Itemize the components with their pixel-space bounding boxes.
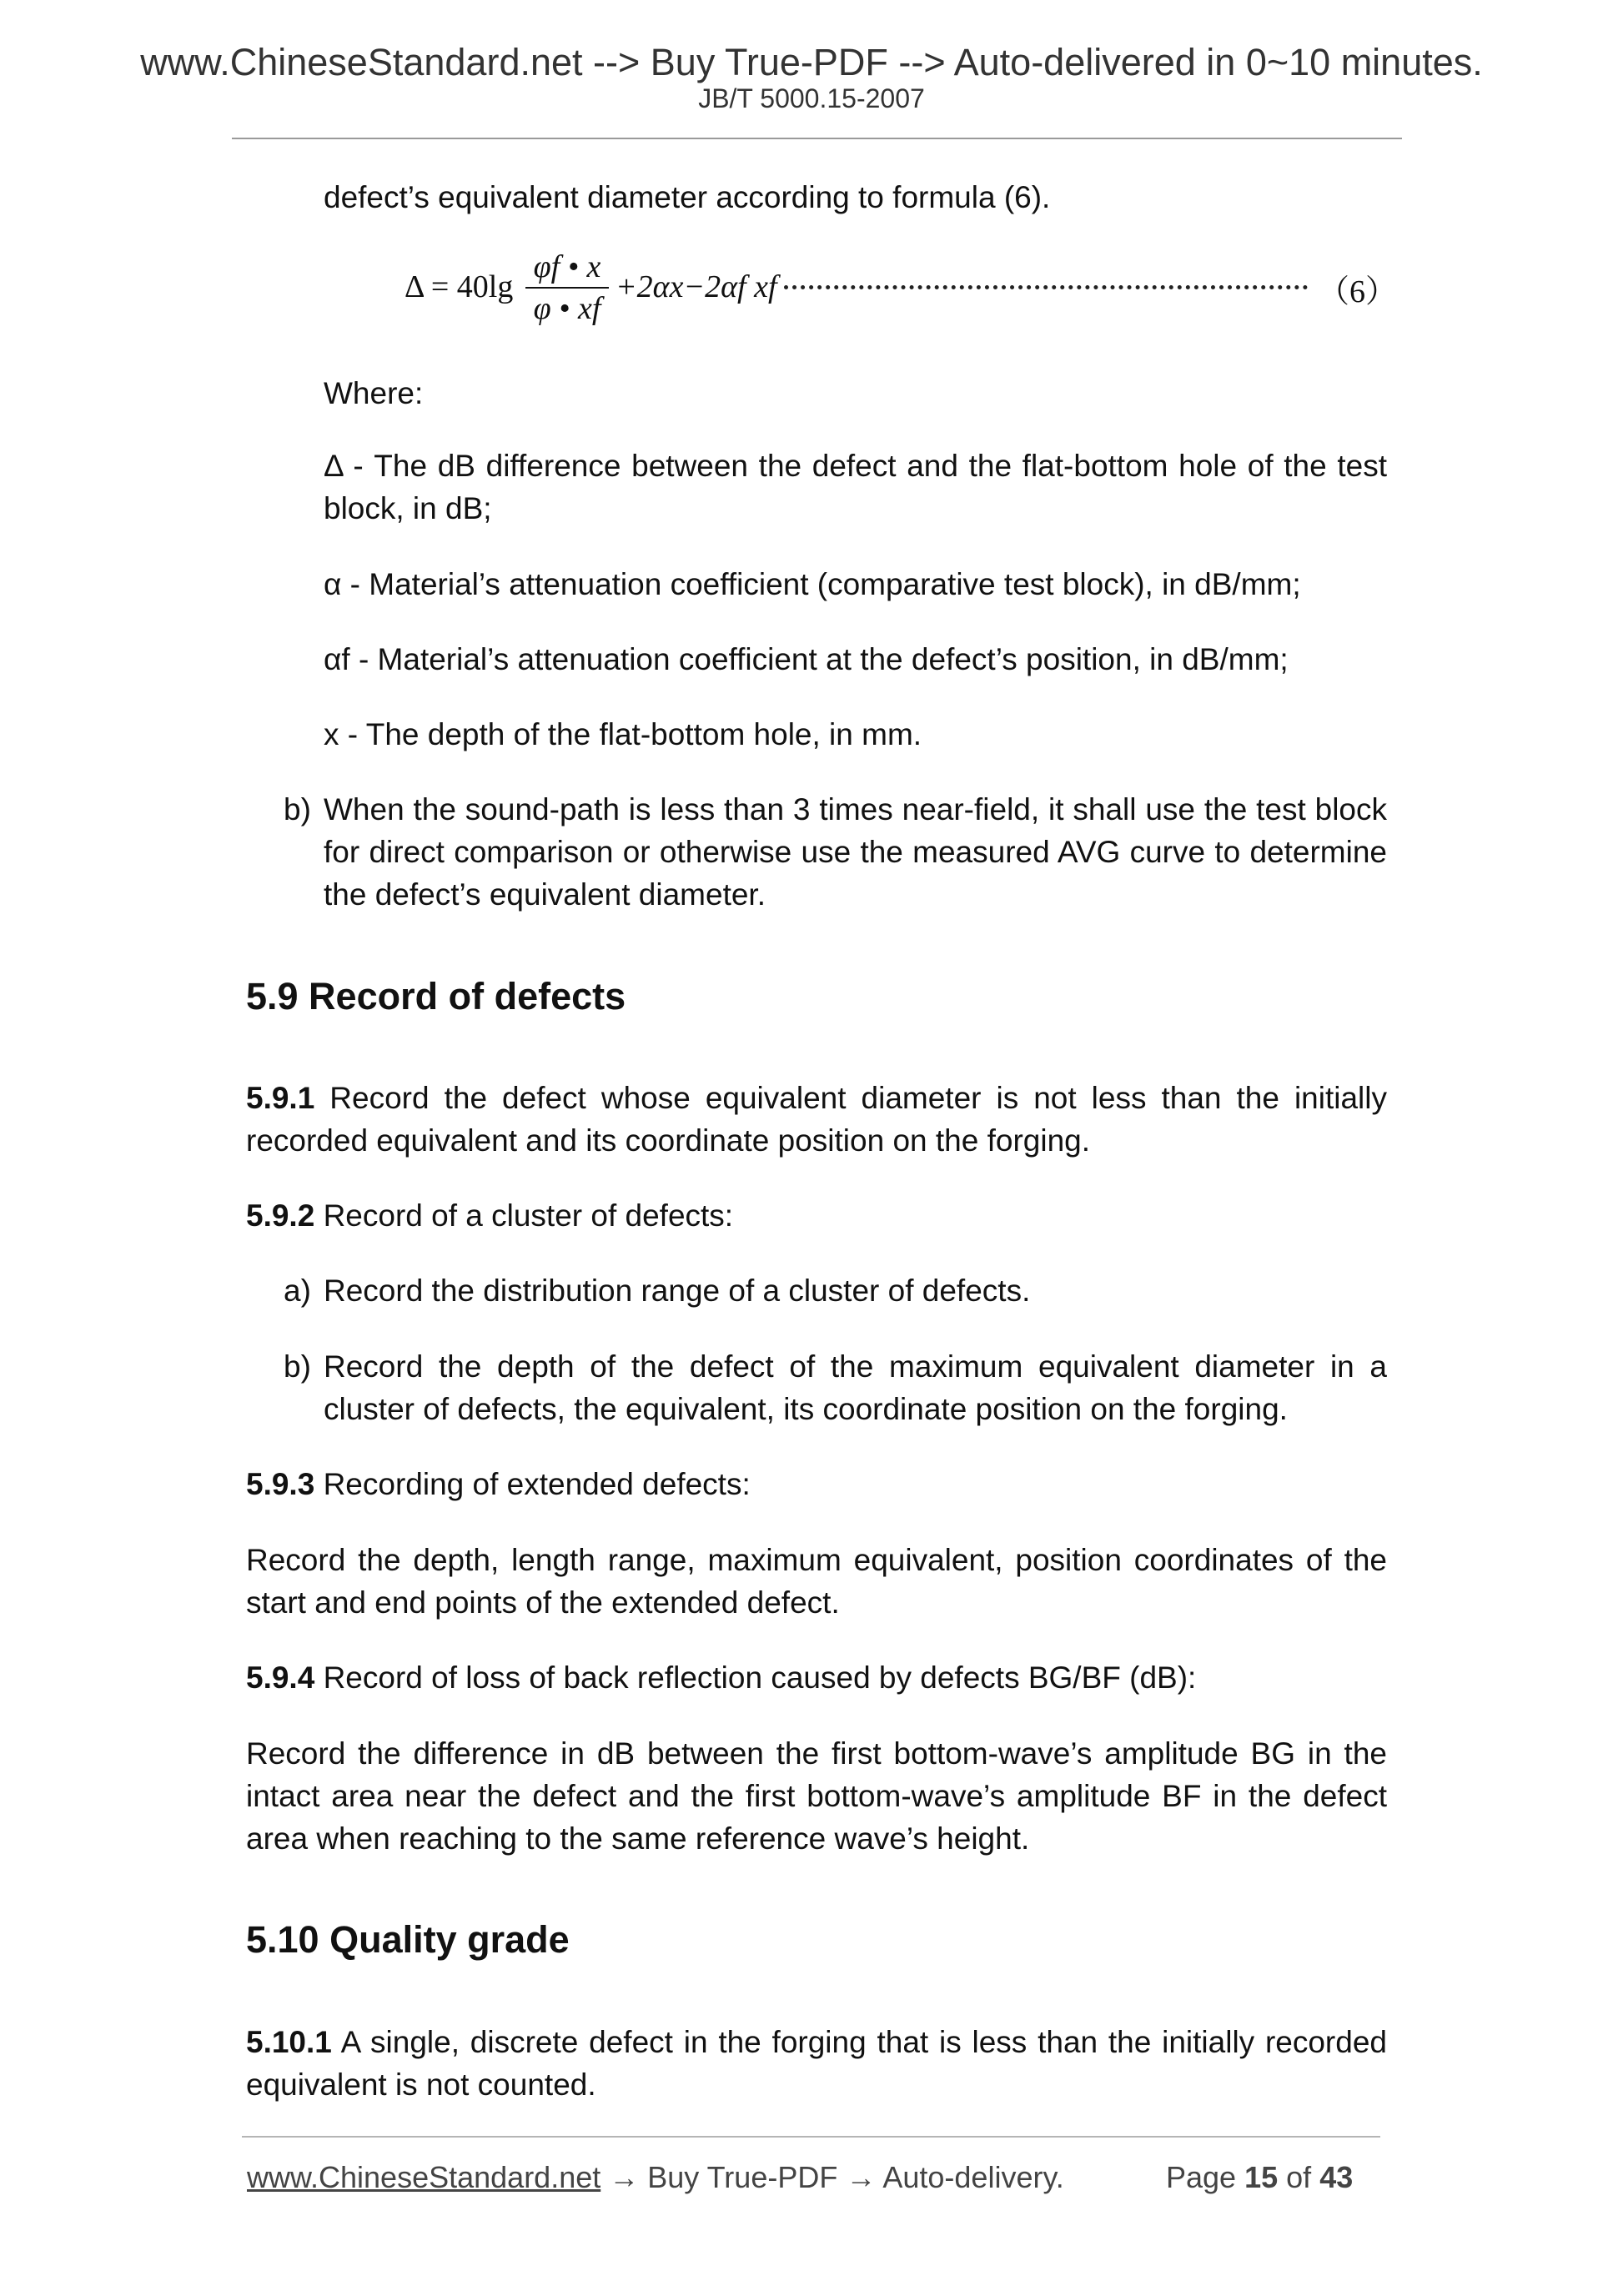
formula-numerator: φf • x [533,249,601,284]
formula-denominator: φ • xf [533,291,601,326]
formula-lhs: Δ = 40lg [404,269,514,304]
header-banner: www.ChineseStandard.net --> Buy True-PDF --> Auto-delivered in 0~10 minutes. [140,41,1483,83]
clause-5-9-2 [246,1194,1387,1237]
list-marker-a: a) [284,1274,311,1308]
clause-number: 5.9.3 [246,1467,315,1501]
item-b-marker: b) [284,792,311,826]
formula-leader-dots [784,285,1308,289]
clause-5-9-4-body: Record the difference in dB between the first bottom-wave’s amplitude BG in the intact area near the defect and the first bottom-wave’s amplitude BF in the defect area when reaching to the same reference wave’s height. [246,1736,1387,1856]
footer-delivery-text: Auto-delivery. [882,2160,1064,2194]
clause-5-9-3 [246,1463,1387,1505]
footer-site-link[interactable]: www.ChineseStandard.net [247,2160,601,2194]
of-label: of [1286,2160,1312,2194]
footer-arrow-1: → [600,2160,648,2194]
clause-5-9-1 [246,1077,1387,1162]
clause-5-10-1 [246,2021,1387,2106]
definition-delta: Δ - The dB difference between the defect and the flat-bottom hole of the test block, in dB; [324,449,1387,525]
footer-buy-text: Buy True-PDF [647,2160,838,2194]
clause-text: Record of a cluster of defects: [314,1198,734,1233]
document-number: JB/T 5000.15-2007 [698,83,925,113]
clause-number: 5.10.1 [246,2025,332,2059]
list-marker-b: b) [284,1349,311,1384]
clause-5-9-3-body: Record the depth, length range, maximum equivalent, position coordinates of the start and end points of the extended defect. [246,1543,1387,1620]
fraction-bar [525,287,609,289]
page-label: Page [1166,2160,1237,2194]
formula-number: （6） [1318,274,1398,309]
footer-divider [242,2136,1380,2138]
definition-alpha: α - Material’s attenuation coefficient (comparative test block), in dB/mm; [324,567,1301,601]
definition-x: x - The depth of the flat-bottom hole, in mm. [324,717,922,751]
formula-fraction [525,249,609,327]
definition-alpha-f: αf - Material’s attenuation coefficient at the defect’s position, in dB/mm; [324,642,1289,676]
section-heading-5-9: 5.9 Record of defects [246,975,626,1017]
list-item-a: Record the distribution range of a cluster of defects. [324,1274,1031,1308]
clause-5-9-4 [246,1656,1387,1699]
clause-number: 5.9.2 [246,1198,315,1233]
page-total: 43 [1319,2160,1354,2194]
list-item-b: Record the depth of the defect of the maximum equivalent diameter in a cluster of defects, the equivalent, its coordinate position on the forging. [324,1349,1387,1426]
page-indicator [1166,2160,1354,2194]
clause-number: 5.9.1 [246,1081,315,1115]
clause-text: Record of loss of back reflection caused by defects BG/BF (dB): [314,1660,1197,1695]
page-number: 15 [1244,2160,1279,2194]
intro-text: defect’s equivalent diameter according to formula (6). [324,180,1051,214]
section-heading-5-10: 5.10 Quality grade [246,1918,570,1961]
clause-text: A single, discrete defect in the forging that is less than the initially recorded equivalent is not counted. [246,2025,1387,2102]
clause-text: Recording of extended defects: [314,1467,751,1501]
item-b-text: When the sound-path is less than 3 times near-field, it shall use the test block for direct comparison or otherwise use the measured AVG curve to determine the defect’s equivalent diameter. [324,792,1387,912]
clause-number: 5.9.4 [246,1660,315,1695]
where-label: Where: [324,376,424,410]
footer-left [247,2160,1064,2194]
clause-text: Record the defect whose equivalent diameter is not less than the initially recorded equivalent and its coordinate position on the forging. [246,1081,1387,1158]
formula-6 [0,0,1623,350]
footer-arrow-2: → [837,2160,883,2194]
formula-rest: +2αx−2αf xf [616,269,777,304]
